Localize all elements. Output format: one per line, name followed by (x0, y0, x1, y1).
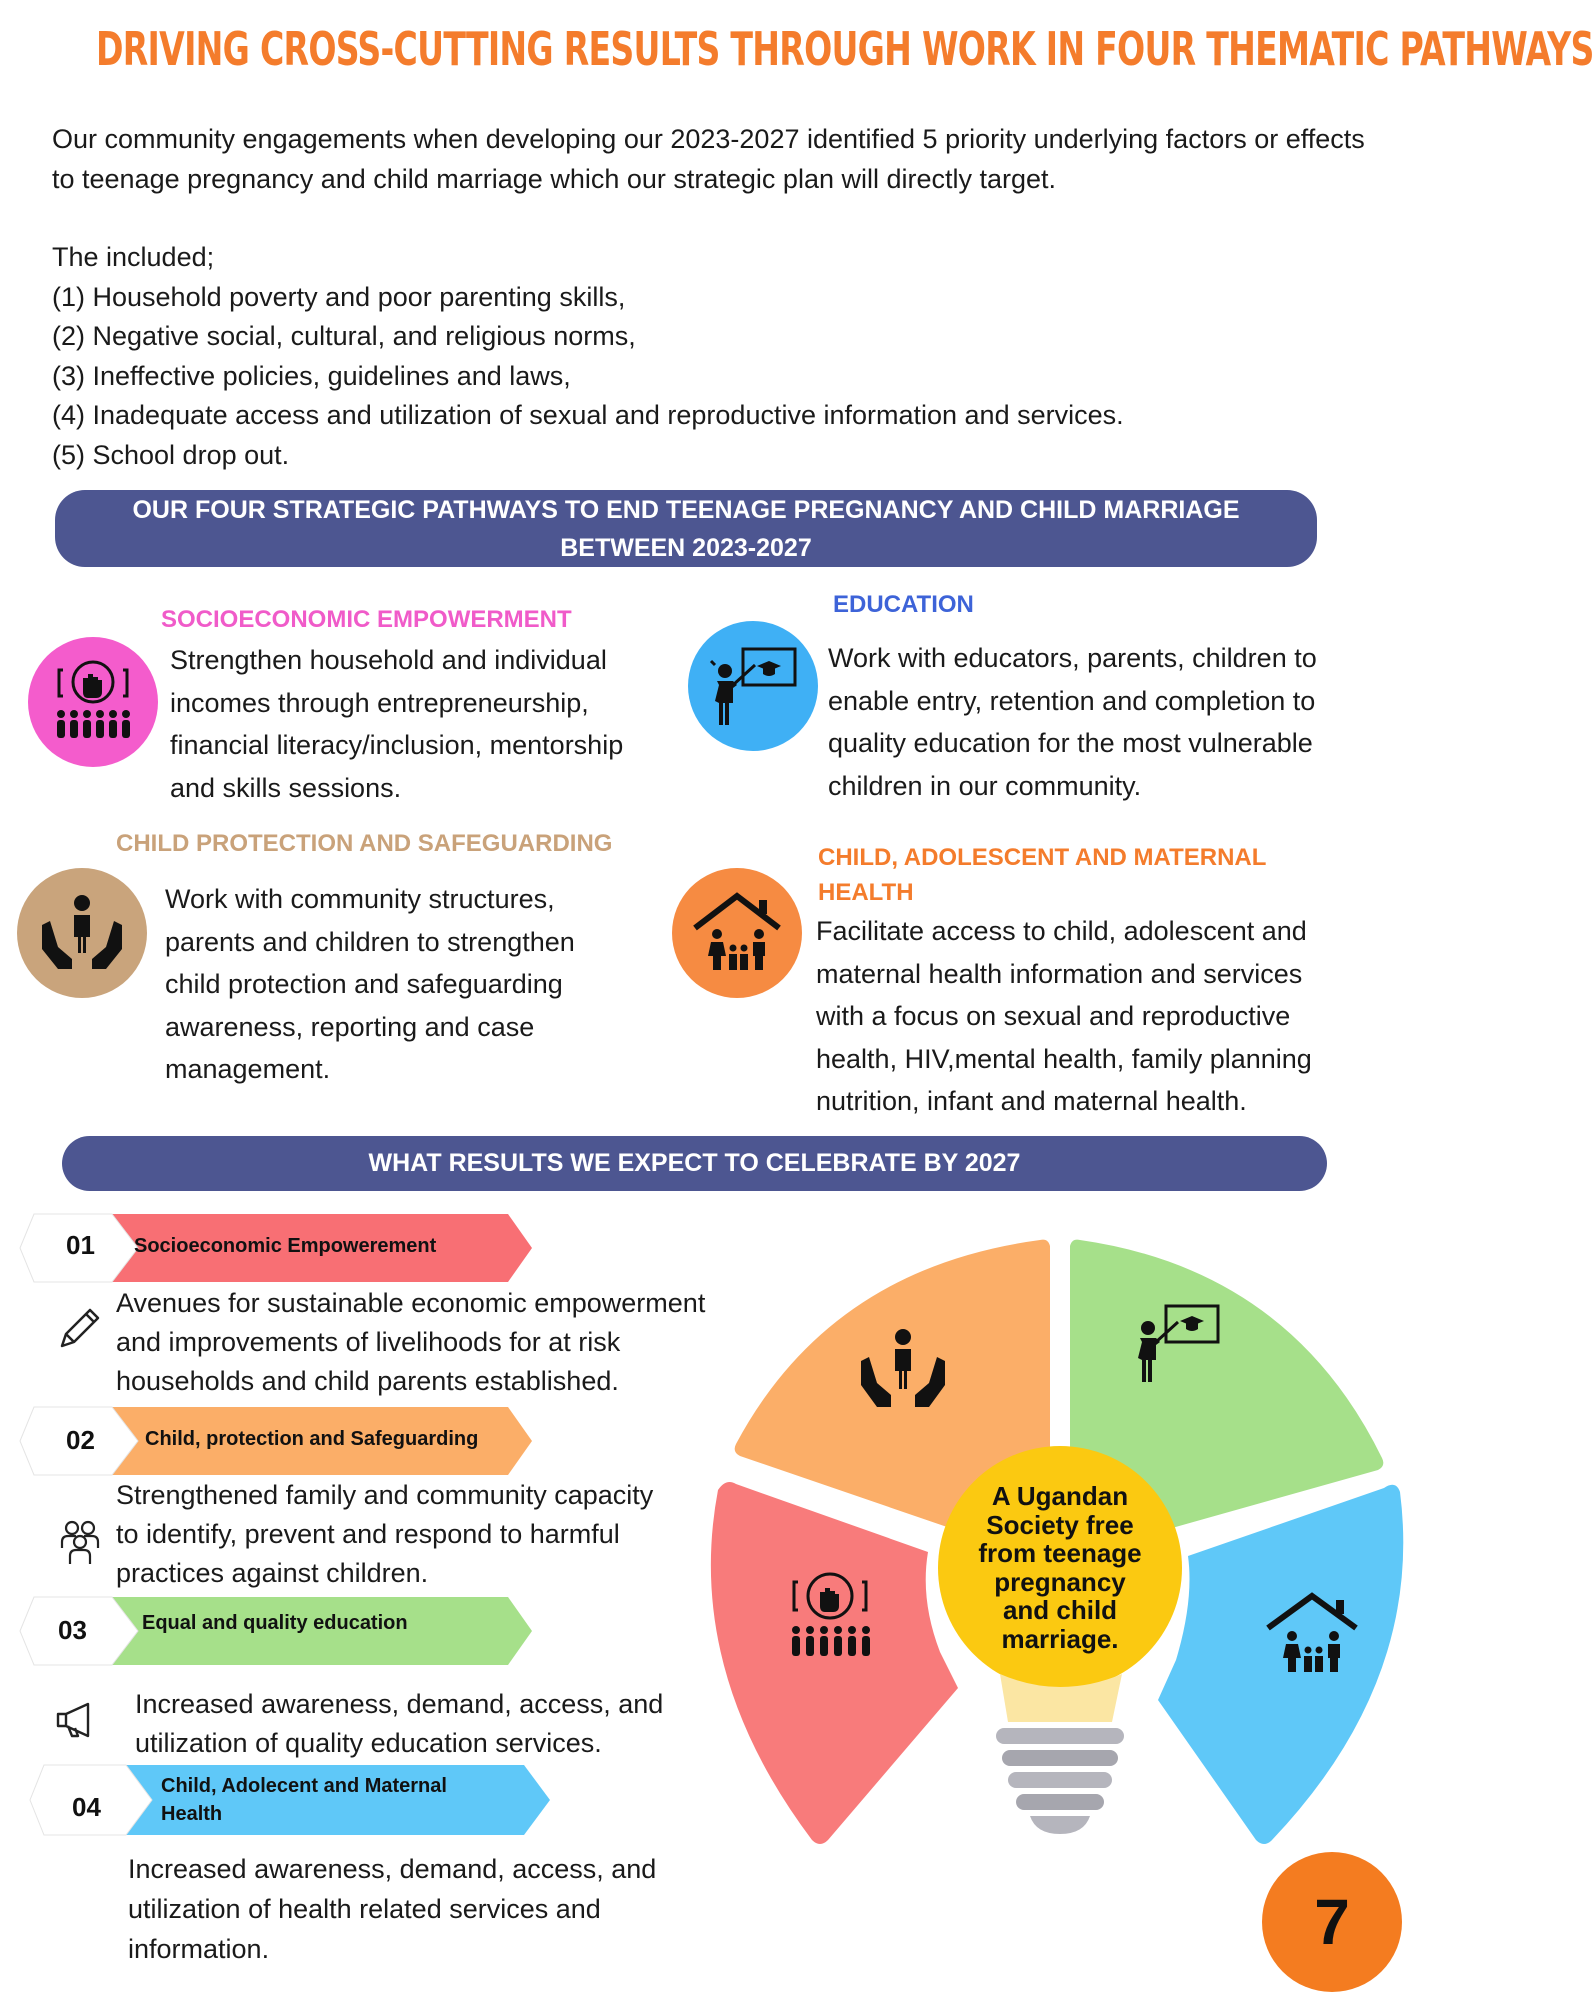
text-line: and child (1002, 1595, 1118, 1625)
pathway-text-child-protection (165, 878, 575, 1091)
text-line: and improvements of livelihoods for at risk (116, 1327, 621, 1357)
page-number: 7 (1262, 1852, 1402, 1992)
text-line: maternal health information and services (816, 958, 1303, 989)
text-line: to identify, prevent and respond to harmful (116, 1519, 620, 1549)
text-line: child protection and safeguarding (165, 969, 563, 999)
text-line: households and child parents established. (116, 1366, 619, 1396)
page-title: DRIVING CROSS-CUTTING RESULTS THROUGH WORK IN FOUR THEMATIC PATHWAYS (96, 22, 1594, 76)
results-banner: WHAT RESULTS WE EXPECT TO CELEBRATE BY 2027 (62, 1136, 1327, 1191)
text-line: Increased awareness, demand, access, and (128, 1854, 657, 1884)
result-number: 03 (58, 1615, 87, 1645)
text-line: parents and children to strengthen (165, 926, 575, 957)
pathway-title-education: EDUCATION (833, 591, 974, 618)
result-number: 01 (66, 1230, 95, 1260)
text-line: Avenues for sustainable economic empowerment (116, 1288, 706, 1318)
text-line: pregnancy (994, 1566, 1126, 1597)
result-label: Child, protection and Safeguarding (145, 1428, 479, 1450)
result-text-04 (128, 1849, 656, 1969)
bulb-segment-health (1158, 1485, 1403, 1844)
intro-lead: The included; (52, 242, 215, 272)
text-line: utilization of health related services and (128, 1894, 601, 1924)
text-line: practices against children. (116, 1558, 429, 1588)
text-line: marriage. (1001, 1623, 1119, 1654)
pathways-banner (55, 490, 1317, 567)
people-group-icon (56, 1518, 104, 1566)
bulb-segment-socioeconomic (711, 1482, 958, 1844)
fist-group-icon (45, 654, 141, 750)
text-line: nutrition, infant and maternal health. (816, 1086, 1247, 1116)
result-number: 02 (66, 1425, 95, 1455)
text-line: Increased awareness, demand, access, and (135, 1689, 664, 1719)
text-line: Facilitate access to child, adolescent and (816, 916, 1307, 946)
teacher-board-icon (703, 641, 803, 731)
result-text-02 (116, 1476, 653, 1593)
text-line: information. (128, 1934, 270, 1964)
result-label: Equal and quality education (142, 1612, 408, 1634)
pathway-text-education (828, 637, 1317, 807)
megaphone-icon (54, 1700, 100, 1740)
text-line: quality education for the most vulnerable (828, 728, 1313, 758)
factor-item: (3) Ineffective policies, guidelines and laws, (52, 360, 571, 391)
factor-item: (4) Inadequate access and utilization of sexual and reproductive information and services. (52, 400, 1124, 430)
factor-item: (2) Negative social, cultural, and religious norms, (52, 321, 636, 351)
text-line: utilization of quality education services. (135, 1728, 602, 1758)
bulb-message (940, 1482, 1180, 1653)
text-line: financial literacy/inclusion, mentorship (170, 730, 624, 760)
text-line: health, HIV,mental health, family planning (816, 1043, 1312, 1074)
result-text-03 (135, 1685, 663, 1763)
pathway-text-health (816, 910, 1312, 1123)
intro-text (52, 120, 1372, 475)
pathways-banner-line1: OUR FOUR STRATEGIC PATHWAYS TO END TEENAGE PREGNANCY AND CHILD MARRIAGE (132, 496, 1240, 524)
pathway-circle-health (672, 868, 802, 998)
intro-paragraph: Our community engagements when developing our 2023-2027 identified 5 priority underlying factors or effects to teenage pregnancy and child marriage which our strategic plan will directly target. (52, 124, 1365, 194)
result-text-01 (116, 1284, 705, 1401)
text-line: with a focus on sexual and reproductive (816, 1001, 1291, 1031)
text-line: incomes through entrepreneurship, (170, 687, 589, 718)
result-label: Socioeconomic Empowerement (134, 1235, 437, 1257)
hands-child-icon (34, 885, 130, 981)
text-line: Strengthen household and individual (170, 645, 607, 675)
pathway-title-socioeconomic: SOCIOECONOMIC EMPOWERMENT (161, 606, 572, 633)
text-line: enable entry, retention and completion to (828, 685, 1316, 716)
label-line: Child, Adolecent and Maternal (161, 1775, 447, 1797)
text-line: Work with educators, parents, children to (828, 643, 1317, 673)
text-line: Work with community structures, (165, 884, 555, 914)
pathway-title-health (818, 840, 1266, 910)
text-line: and skills sessions. (170, 772, 402, 803)
pathway-title-child-protection: CHILD PROTECTION AND SAFEGUARDING (116, 830, 613, 857)
text-line: Strengthened family and community capacity (116, 1480, 654, 1510)
label-line: Health (161, 1803, 223, 1825)
pathway-circle-education (688, 621, 818, 751)
text-line: Society free (986, 1509, 1134, 1540)
result-number: 04 (72, 1792, 101, 1822)
text-line: from teenage (978, 1538, 1142, 1568)
title-line: HEALTH (818, 879, 914, 906)
factor-item: (5) School drop out. (52, 439, 290, 470)
factor-item: (1) Household poverty and poor parenting skills, (52, 281, 626, 312)
title-line: CHILD, ADOLESCENT AND MATERNAL (818, 844, 1267, 871)
text-line: A Ugandan (991, 1481, 1129, 1511)
pathways-banner-line2: BETWEEN 2023-2027 (560, 534, 812, 562)
pathway-circle-socioeconomic (28, 637, 158, 767)
text-line: management. (165, 1054, 331, 1084)
text-line: awareness, reporting and case (165, 1011, 535, 1042)
family-house-icon (687, 888, 787, 978)
pathway-text-socioeconomic (170, 639, 623, 809)
result-label (161, 1772, 447, 1828)
pathway-circle-child-protection (17, 868, 147, 998)
pencil-icon (56, 1306, 102, 1352)
text-line: children in our community. (828, 770, 1142, 801)
